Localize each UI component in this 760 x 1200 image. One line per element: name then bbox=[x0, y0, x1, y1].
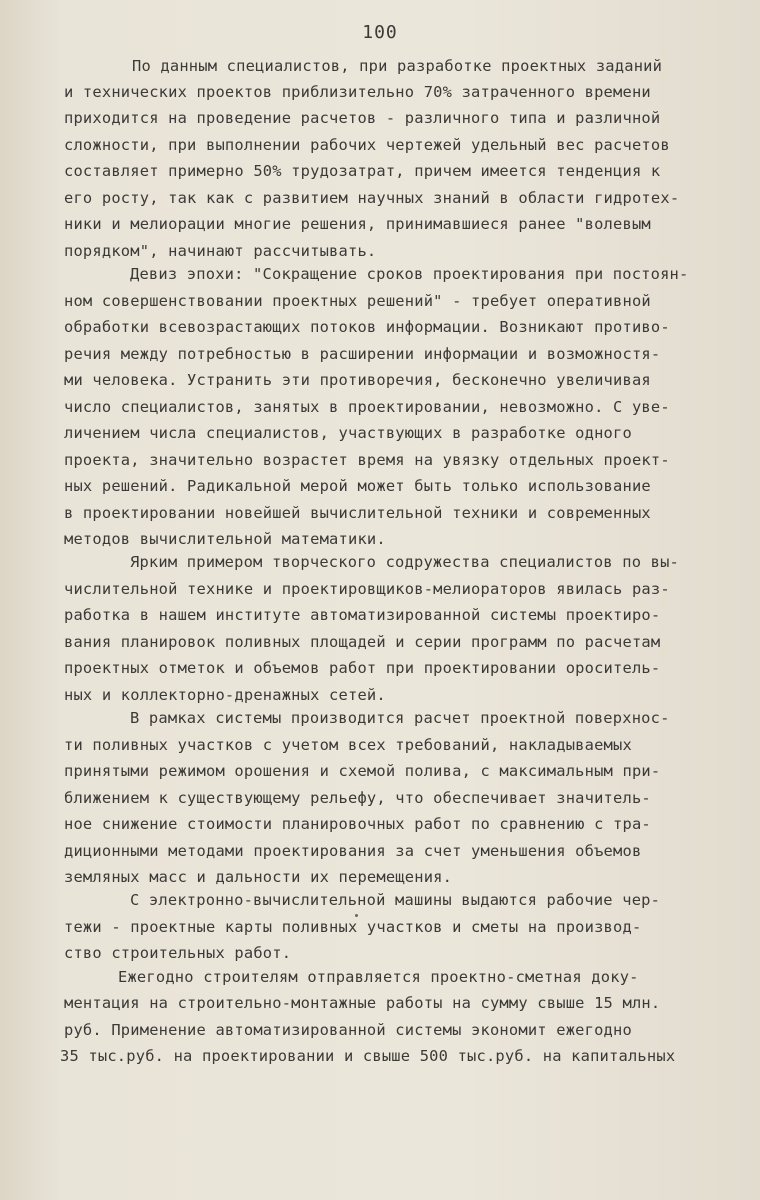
text-line: приходится на проведение расчетов - различного типа и различной bbox=[64, 109, 661, 127]
text-line: составляет примерно 50% трудозатрат, причем имеется тенденция к bbox=[64, 162, 661, 180]
text-line: личением числа специалистов, участвующих в разработке одного bbox=[64, 424, 632, 442]
text-line: число специалистов, занятых в проектировании, невозможно. С уве- bbox=[64, 398, 670, 416]
text-line: тежи - проектные карты поливных участков и сметы на производ- bbox=[64, 918, 642, 936]
text-line: вания планировок поливных площадей и серии программ по расчетам bbox=[64, 633, 661, 651]
text-line: сложности, при выполнении рабочих чертежей удельный вес расчетов bbox=[64, 136, 670, 154]
paragraph-2-line: Девиз эпохи: "Сокращение сроков проектирования при постоян- bbox=[130, 265, 689, 283]
text-line: числительной технике и проектировщиков-мелиораторов явилась раз- bbox=[64, 580, 670, 598]
paragraph-5-line: С электронно-вычислительной машины выдаются рабочие чер- bbox=[130, 891, 661, 909]
text-line: принятыми режимом орошения и схемой полива, с максимальным при- bbox=[64, 762, 661, 780]
page-number: 100 bbox=[362, 22, 398, 43]
text-line: руб. Применение автоматизированной системы экономит ежегодно bbox=[64, 1021, 632, 1039]
text-line: ство строительных работ. bbox=[64, 944, 292, 962]
text-line: ных решений. Радикальной мерой может быть только использование bbox=[64, 477, 651, 495]
text-line: методов вычислительной математики. bbox=[64, 530, 386, 548]
paragraph-1-line: По данным специалистов, при разработке проектных заданий bbox=[132, 57, 663, 75]
text-line: ники и мелиорации многие решения, принимавшиеся ранее "волевым bbox=[64, 215, 651, 233]
text-line: ное снижение стоимости планировочных работ по сравнению с тра- bbox=[64, 815, 651, 833]
text-line: его росту, так как с развитием научных знаний в области гидротех- bbox=[64, 189, 680, 207]
text-line: ми человека. Устранить эти противоречия, бесконечно увеличивая bbox=[64, 371, 651, 389]
text-line: ментация на строительно-монтажные работы на сумму свыше 15 млн. bbox=[64, 994, 661, 1012]
paragraph-6-line: Ежегодно строителям отправляется проектно-сметная доку- bbox=[118, 968, 639, 986]
text-line: ных и коллекторно-дренажных сетей. bbox=[64, 686, 386, 704]
text-line: 35 тыс.руб. на проектировании и свыше 500 тыс.руб. на капитальных bbox=[60, 1047, 676, 1065]
text-line: ближением к существующему рельефу, что обеспечивает значитель- bbox=[64, 789, 651, 807]
text-line: обработки всевозрастающих потоков информации. Возникают противо- bbox=[64, 318, 670, 336]
text-line: речия между потребностью в расширении информации и возможностя- bbox=[64, 345, 661, 363]
text-line: диционными методами проектирования за счет уменьшения объемов bbox=[64, 842, 642, 860]
text-line: проектных отметок и объемов работ при проектировании ороситель- bbox=[64, 659, 661, 677]
text-line: проекта, значительно возрастет время на увязку отдельных проект- bbox=[64, 451, 670, 469]
paragraph-4-line: В рамках системы производится расчет проектной поверхнос- bbox=[130, 709, 670, 727]
text-line: земляных масс и дальности их перемещения. bbox=[64, 868, 453, 886]
paragraph-3-line: Ярким примером творческого содружества специалистов по вы- bbox=[130, 553, 680, 571]
text-line: работка в нашем институте автоматизированной системы проектиро- bbox=[64, 606, 661, 624]
text-line: порядком", начинают рассчитывать. bbox=[64, 242, 377, 260]
text-line: и технических проектов приблизительно 70% затраченного времени bbox=[64, 83, 651, 101]
text-line: ном совершенствовании проектных решений" - требует оперативной bbox=[64, 292, 651, 310]
text-line: в проектировании новейшей вычислительной техники и современных bbox=[64, 504, 651, 522]
text-line: ти поливных участков с учетом всех требований, накладываемых bbox=[64, 736, 632, 754]
paper-speck bbox=[355, 914, 358, 917]
